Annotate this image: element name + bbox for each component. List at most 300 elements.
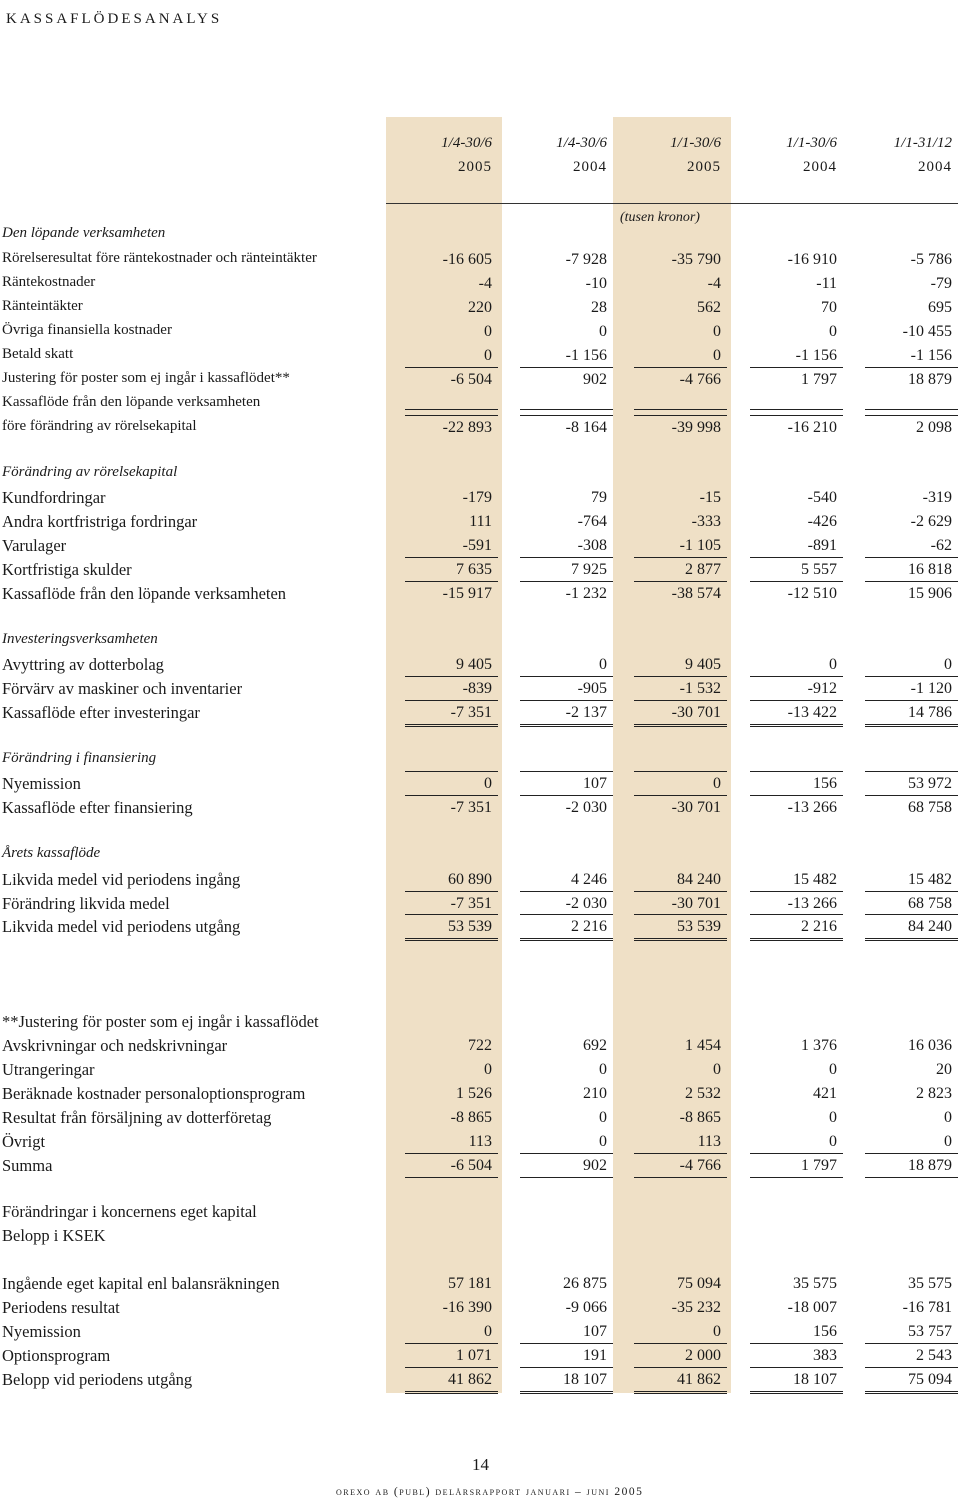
header-rule xyxy=(386,203,958,204)
row-value: -5 786 xyxy=(910,251,952,268)
subtotal-rule xyxy=(865,1177,958,1178)
page-title: kassaflödesanalys xyxy=(6,4,223,28)
row-value: -1 120 xyxy=(910,680,952,697)
row-value: -179 xyxy=(462,489,492,506)
subtotal-rule xyxy=(405,1177,498,1178)
cell-double-underline xyxy=(865,938,958,939)
row-value: -38 574 xyxy=(671,585,721,602)
row-value: -30 701 xyxy=(671,704,721,721)
row-value: -16 605 xyxy=(442,251,492,268)
row-value: -4 xyxy=(707,275,721,292)
row-value: -13 266 xyxy=(787,799,837,816)
cell-underline xyxy=(750,1343,843,1344)
row-label: Den löpande verksamheten xyxy=(2,225,166,241)
row-value: 16 036 xyxy=(908,1037,952,1054)
cell-underline xyxy=(750,1153,843,1154)
row-value: -4 766 xyxy=(679,371,721,388)
row-label: Kassaflöde efter investeringar xyxy=(2,703,200,722)
row-value: 0 xyxy=(829,323,837,340)
row-value: -4 766 xyxy=(679,1157,721,1174)
cell-underline xyxy=(520,367,613,368)
subtotal-rule xyxy=(865,700,958,701)
row-value: -79 xyxy=(930,275,952,292)
cell-underline xyxy=(634,557,727,558)
subtotal-rule xyxy=(750,795,843,796)
row-value: 7 635 xyxy=(456,561,492,578)
row-value: 0 xyxy=(599,1061,607,1078)
row-value: 9 405 xyxy=(685,656,721,673)
row-value: -1 532 xyxy=(679,680,721,697)
row-value: 692 xyxy=(583,1037,607,1054)
row-label: Förändring i finansiering xyxy=(2,750,157,766)
row-value: -10 xyxy=(585,275,607,292)
row-value: -15 xyxy=(699,489,721,506)
cell-underline xyxy=(750,367,843,368)
row-value: 60 890 xyxy=(448,871,492,888)
row-value: -30 701 xyxy=(671,895,721,912)
row-label: Kundfordringar xyxy=(2,488,106,507)
row-value: 18 107 xyxy=(563,1371,607,1388)
row-value: 5 557 xyxy=(801,561,837,578)
cell-underline xyxy=(405,771,498,772)
cell-double-underline xyxy=(634,1393,727,1394)
row-label: Nyemission xyxy=(2,1322,81,1341)
row-value: 2 000 xyxy=(685,1347,721,1364)
row-value: 383 xyxy=(813,1347,837,1364)
subtotal-rule xyxy=(865,1367,958,1368)
row-value: 0 xyxy=(829,656,837,673)
row-value: 57 181 xyxy=(448,1275,492,1292)
row-value: 902 xyxy=(583,1157,607,1174)
row-value: 4 246 xyxy=(571,871,607,888)
row-value: 0 xyxy=(713,347,721,364)
cell-underline xyxy=(865,557,958,558)
row-value: 53 539 xyxy=(677,918,721,935)
cell-double-underline xyxy=(865,726,958,727)
row-value: 2 877 xyxy=(685,561,721,578)
row-value: -4 xyxy=(478,275,492,292)
row-value: -1 232 xyxy=(565,585,607,602)
row-value: -333 xyxy=(691,513,721,530)
subtotal-rule xyxy=(520,700,613,701)
row-label: Kortfristiga skulder xyxy=(2,560,132,579)
row-value: 75 094 xyxy=(677,1275,721,1292)
row-label: Nyemission xyxy=(2,774,81,793)
row-label: Avskrivningar och nedskrivningar xyxy=(2,1036,228,1055)
cell-double-underline xyxy=(865,1393,958,1394)
subtotal-rule xyxy=(865,409,958,410)
row-value: 14 786 xyxy=(908,704,952,721)
subtotal-rule xyxy=(520,914,613,915)
row-value: -7 351 xyxy=(450,704,492,721)
row-label: Ränteintäkter xyxy=(2,298,83,314)
subtotal-rule xyxy=(865,581,958,582)
row-value: 0 xyxy=(829,1061,837,1078)
cell-double-underline xyxy=(520,1393,613,1394)
cell-underline xyxy=(865,891,958,892)
cell-double-underline xyxy=(405,1393,498,1394)
row-value: 111 xyxy=(469,513,492,530)
cell-underline xyxy=(750,676,843,677)
row-value: 0 xyxy=(484,323,492,340)
row-value: 1 526 xyxy=(456,1085,492,1102)
row-value: -905 xyxy=(577,680,607,697)
row-value: 15 906 xyxy=(908,585,952,602)
row-value: -540 xyxy=(807,489,837,506)
row-label: Likvida medel vid periodens ingång xyxy=(2,870,241,889)
cell-double-underline xyxy=(750,938,843,939)
cell-underline xyxy=(520,676,613,677)
row-value: 2 216 xyxy=(571,918,607,935)
row-value: 695 xyxy=(928,299,952,316)
cell-underline xyxy=(520,557,613,558)
cell-underline xyxy=(520,1343,613,1344)
row-value: -13 422 xyxy=(787,704,837,721)
column-period: 1/1-30/6 xyxy=(786,135,837,151)
cell-underline xyxy=(634,1153,727,1154)
row-value: 156 xyxy=(813,775,837,792)
cell-double-underline xyxy=(634,726,727,727)
row-value: 0 xyxy=(944,656,952,673)
cell-underline xyxy=(865,1153,958,1154)
row-value: 220 xyxy=(468,299,492,316)
row-value: 2 216 xyxy=(801,918,837,935)
row-value: -1 156 xyxy=(565,347,607,364)
column-year: 2005 xyxy=(458,159,492,175)
row-value: 107 xyxy=(583,1323,607,1340)
row-value: -764 xyxy=(577,513,607,530)
row-label: Utrangeringar xyxy=(2,1060,95,1079)
row-value: 113 xyxy=(468,1133,492,1150)
cell-underline xyxy=(750,415,843,416)
cell-double-underline xyxy=(750,724,843,725)
row-value: 0 xyxy=(713,1323,721,1340)
row-value: 0 xyxy=(713,323,721,340)
cell-underline xyxy=(520,771,613,772)
row-value: -18 007 xyxy=(787,1299,837,1316)
row-label: Räntekostnader xyxy=(2,274,96,290)
row-value: -16 210 xyxy=(787,419,837,436)
column-year: 2004 xyxy=(918,159,952,175)
cell-double-underline xyxy=(750,1393,843,1394)
row-value: -7 351 xyxy=(450,895,492,912)
page-number: 14 xyxy=(472,1455,489,1474)
cell-double-underline xyxy=(865,724,958,725)
subtotal-rule xyxy=(865,914,958,915)
row-value: 70 xyxy=(821,299,837,316)
row-label: före förändring av rörelsekapital xyxy=(2,418,197,434)
cell-underline xyxy=(634,676,727,677)
cell-double-underline xyxy=(750,1391,843,1392)
row-value: -11 xyxy=(816,275,837,292)
row-value: -7 928 xyxy=(565,251,607,268)
row-label: Förändringar i koncernens eget kapital xyxy=(2,1202,257,1221)
row-value: -308 xyxy=(577,537,607,554)
subtotal-rule xyxy=(750,700,843,701)
row-value: 1 797 xyxy=(801,1157,837,1174)
row-value: 0 xyxy=(484,1323,492,1340)
cell-double-underline xyxy=(634,724,727,725)
cell-double-underline xyxy=(405,726,498,727)
row-value: -2 137 xyxy=(565,704,607,721)
row-label: Förändring av rörelsekapital xyxy=(2,464,178,480)
row-label: Rörelseresultat före räntekostnader och ränteintäkter xyxy=(2,250,317,266)
row-value: 421 xyxy=(813,1085,837,1102)
row-value: 16 818 xyxy=(908,561,952,578)
subtotal-rule xyxy=(750,581,843,582)
cell-underline xyxy=(634,415,727,416)
subtotal-rule xyxy=(405,700,498,701)
row-value: 0 xyxy=(599,1133,607,1150)
cell-underline xyxy=(520,415,613,416)
subtotal-rule xyxy=(634,581,727,582)
row-value: -8 865 xyxy=(679,1109,721,1126)
row-value: 0 xyxy=(944,1133,952,1150)
subtotal-rule xyxy=(634,1177,727,1178)
column-period: 1/1-31/12 xyxy=(893,135,952,151)
cell-double-underline xyxy=(520,726,613,727)
row-value: 68 758 xyxy=(908,799,952,816)
row-value: -30 701 xyxy=(671,799,721,816)
row-value: 15 482 xyxy=(908,871,952,888)
row-value: -8 164 xyxy=(565,419,607,436)
cell-underline xyxy=(405,891,498,892)
row-value: -15 917 xyxy=(442,585,492,602)
row-label: Optionsprogram xyxy=(2,1346,111,1365)
cell-underline xyxy=(405,415,498,416)
subtotal-rule xyxy=(750,1177,843,1178)
row-value: 1 454 xyxy=(685,1037,721,1054)
row-label: Kassaflöde efter finansiering xyxy=(2,798,193,817)
row-label: Förvärv av maskiner och inventarier xyxy=(2,679,243,698)
row-value: 7 925 xyxy=(571,561,607,578)
cell-double-underline xyxy=(520,938,613,939)
column-year: 2004 xyxy=(573,159,607,175)
row-value: 2 532 xyxy=(685,1085,721,1102)
row-value: 41 862 xyxy=(677,1371,721,1388)
cell-double-underline xyxy=(520,724,613,725)
row-value: 0 xyxy=(484,775,492,792)
row-label: Ingående eget kapital enl balansräkningen xyxy=(2,1274,280,1293)
row-value: 0 xyxy=(599,323,607,340)
row-value: 9 405 xyxy=(456,656,492,673)
row-label: Periodens resultat xyxy=(2,1298,120,1317)
subtotal-rule xyxy=(405,914,498,915)
cell-double-underline xyxy=(865,940,958,941)
row-label: Övriga finansiella kostnader xyxy=(2,322,172,338)
row-value: 210 xyxy=(583,1085,607,1102)
row-value: 84 240 xyxy=(908,918,952,935)
row-value: 18 879 xyxy=(908,371,952,388)
row-label: Andra kortfristriga fordringar xyxy=(2,512,198,531)
row-value: 68 758 xyxy=(908,895,952,912)
row-value: 18 107 xyxy=(793,1371,837,1388)
row-value: -35 232 xyxy=(671,1299,721,1316)
row-value: 41 862 xyxy=(448,1371,492,1388)
cell-underline xyxy=(520,1153,613,1154)
row-value: -62 xyxy=(930,537,952,554)
unit-note: (tusen kronor) xyxy=(620,210,700,225)
cell-double-underline xyxy=(405,1391,498,1392)
row-value: 562 xyxy=(697,299,721,316)
cell-double-underline xyxy=(520,1391,613,1392)
row-value: 53 972 xyxy=(908,775,952,792)
row-value: 722 xyxy=(468,1037,492,1054)
row-label: Kassaflöde från den löpande verksamheten xyxy=(2,584,287,603)
row-value: -891 xyxy=(807,537,837,554)
subtotal-rule xyxy=(634,914,727,915)
row-value: -912 xyxy=(807,680,837,697)
row-value: 2 823 xyxy=(916,1085,952,1102)
subtotal-rule xyxy=(750,409,843,410)
column-period: 1/1-30/6 xyxy=(670,135,721,151)
row-value: -9 066 xyxy=(565,1299,607,1316)
row-value: 35 575 xyxy=(793,1275,837,1292)
subtotal-rule xyxy=(865,795,958,796)
row-value: 0 xyxy=(713,1061,721,1078)
row-value: -39 998 xyxy=(671,419,721,436)
cell-double-underline xyxy=(405,940,498,941)
row-value: 18 879 xyxy=(908,1157,952,1174)
cell-underline xyxy=(634,771,727,772)
cell-double-underline xyxy=(634,940,727,941)
column-period: 1/4-30/6 xyxy=(441,135,492,151)
cell-underline xyxy=(405,676,498,677)
row-value: -1 105 xyxy=(679,537,721,554)
row-label: Betald skatt xyxy=(2,346,74,362)
row-label: **Justering för poster som ej ingår i kassaflödet xyxy=(2,1012,319,1031)
row-value: 0 xyxy=(599,656,607,673)
subtotal-rule xyxy=(405,1367,498,1368)
row-label: Beräknade kostnader personaloptionsprogram xyxy=(2,1084,306,1103)
row-value: -2 030 xyxy=(565,895,607,912)
row-value: -1 156 xyxy=(910,347,952,364)
cell-underline xyxy=(405,557,498,558)
row-value: 28 xyxy=(591,299,607,316)
row-label: Förändring likvida medel xyxy=(2,894,170,913)
row-value: -16 910 xyxy=(787,251,837,268)
report-footer: orexo ab (publ) delårsrapport januari – juni 2005 xyxy=(336,1486,644,1498)
cell-underline xyxy=(634,1343,727,1344)
row-value: 0 xyxy=(484,1061,492,1078)
cell-underline xyxy=(750,891,843,892)
row-label: Belopp i KSEK xyxy=(2,1226,106,1245)
subtotal-rule xyxy=(750,1367,843,1368)
cell-underline xyxy=(865,367,958,368)
cell-double-underline xyxy=(405,724,498,725)
subtotal-rule xyxy=(405,795,498,796)
row-value: -6 504 xyxy=(450,371,492,388)
row-value: 15 482 xyxy=(793,871,837,888)
cell-underline xyxy=(634,891,727,892)
subtotal-rule xyxy=(520,581,613,582)
row-value: 75 094 xyxy=(908,1371,952,1388)
cell-double-underline xyxy=(520,940,613,941)
row-label: Investeringsverksamheten xyxy=(2,631,158,647)
cell-underline xyxy=(750,557,843,558)
row-value: 0 xyxy=(829,1109,837,1126)
subtotal-rule xyxy=(520,409,613,410)
row-value: -426 xyxy=(807,513,837,530)
cell-double-underline xyxy=(865,1391,958,1392)
row-value: 0 xyxy=(944,1109,952,1126)
subtotal-rule xyxy=(405,409,498,410)
row-value: 1 071 xyxy=(456,1347,492,1364)
row-value: 113 xyxy=(697,1133,721,1150)
row-value: 26 875 xyxy=(563,1275,607,1292)
column-year: 2005 xyxy=(687,159,721,175)
row-value: -2 030 xyxy=(565,799,607,816)
row-value: 902 xyxy=(583,371,607,388)
row-value: -2 629 xyxy=(910,513,952,530)
row-value: 84 240 xyxy=(677,871,721,888)
cell-underline xyxy=(405,367,498,368)
subtotal-rule xyxy=(520,1367,613,1368)
subtotal-rule xyxy=(750,914,843,915)
row-value: -8 865 xyxy=(450,1109,492,1126)
row-value: -16 781 xyxy=(902,1299,952,1316)
subtotal-rule xyxy=(634,795,727,796)
subtotal-rule xyxy=(520,1177,613,1178)
row-value: -319 xyxy=(922,489,952,506)
row-value: 53 757 xyxy=(908,1323,952,1340)
cell-underline xyxy=(520,891,613,892)
cell-double-underline xyxy=(634,938,727,939)
subtotal-rule xyxy=(634,700,727,701)
row-label: Avyttring av dotterbolag xyxy=(2,655,164,674)
subtotal-rule xyxy=(520,795,613,796)
column-period: 1/4-30/6 xyxy=(556,135,607,151)
row-label: Summa xyxy=(2,1156,53,1175)
row-value: -16 390 xyxy=(442,1299,492,1316)
row-label: Årets kassaflöde xyxy=(2,845,101,861)
row-label: Resultat från försäljning av dotterföretag xyxy=(2,1108,272,1127)
cell-underline xyxy=(865,415,958,416)
cell-underline xyxy=(750,771,843,772)
row-value: -13 266 xyxy=(787,895,837,912)
cell-underline xyxy=(405,1153,498,1154)
row-label: Belopp vid periodens utgång xyxy=(2,1370,193,1389)
row-value: -22 893 xyxy=(442,419,492,436)
row-value: 0 xyxy=(713,775,721,792)
row-value: 2 098 xyxy=(916,419,952,436)
row-value: 1 376 xyxy=(801,1037,837,1054)
cell-underline xyxy=(865,676,958,677)
row-value: -1 156 xyxy=(795,347,837,364)
subtotal-rule xyxy=(405,581,498,582)
cell-double-underline xyxy=(750,726,843,727)
row-value: -6 504 xyxy=(450,1157,492,1174)
row-label: Justering för poster som ej ingår i kassaflödet** xyxy=(2,370,290,386)
row-value: 191 xyxy=(583,1347,607,1364)
row-value: 79 xyxy=(591,489,607,506)
row-value: -839 xyxy=(462,680,492,697)
cell-underline xyxy=(865,771,958,772)
row-value: -7 351 xyxy=(450,799,492,816)
row-value: -591 xyxy=(462,537,492,554)
row-value: -12 510 xyxy=(787,585,837,602)
row-label: Varulager xyxy=(2,536,67,555)
cell-double-underline xyxy=(634,1391,727,1392)
row-value: 1 797 xyxy=(801,371,837,388)
cell-underline xyxy=(865,1343,958,1344)
row-label: Likvida medel vid periodens utgång xyxy=(2,917,241,936)
row-value: 0 xyxy=(484,347,492,364)
column-year: 2004 xyxy=(803,159,837,175)
subtotal-rule xyxy=(634,1367,727,1368)
row-value: 107 xyxy=(583,775,607,792)
row-value: -10 455 xyxy=(902,323,952,340)
